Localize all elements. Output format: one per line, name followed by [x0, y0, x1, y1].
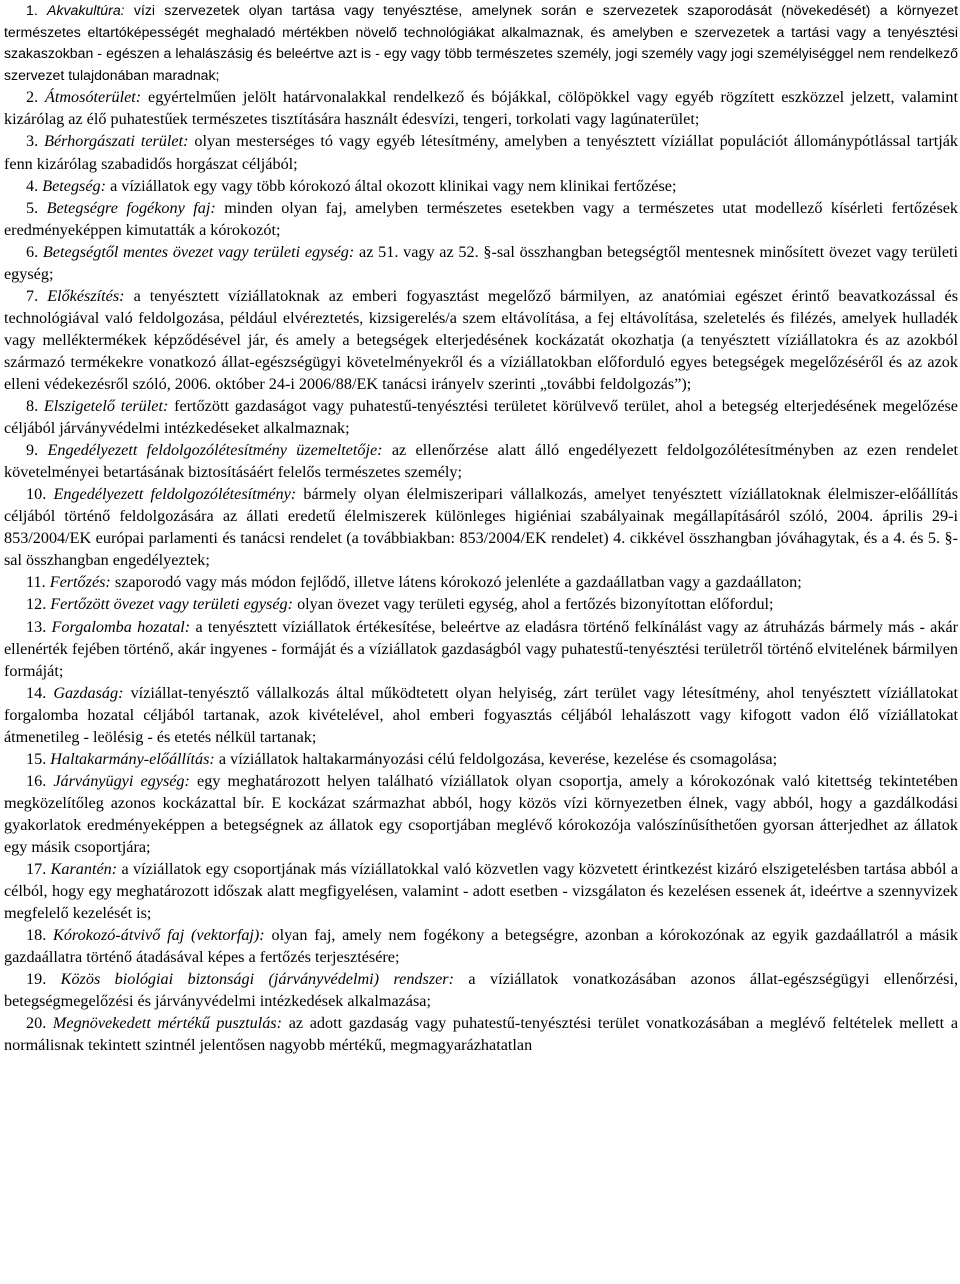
definition-1	[4, 0, 958, 86]
definition-text: fertőzött gazdaságot vagy puhatestű-tenyésztési területet körülvevő terület, ahol a betegség elterjedésének megelőzése céljából járványvédelmi intézkedéseket alkalmaznak;	[4, 397, 958, 438]
definition-term: Betegségre fogékony faj:	[46, 198, 216, 217]
definition-3	[4, 130, 958, 174]
definition-text: a tenyésztett víziállatok értékesítése, beleértve az eladásra történő felkínálást vagy az átruházás bármely más - akár ellenérték fejében történő, akár ingyenes - formáját és a víziállatok gazdaságból vagy puhatestű-tenyésztési területről történő elvitelének bármilyen formáját;	[4, 617, 958, 680]
definition-number: 4.	[26, 176, 39, 195]
definition-text: olyan övezet vagy területi egység, ahol a fertőzés bizonyítottan előfordul;	[297, 595, 774, 614]
definition-number: 20.	[26, 1014, 47, 1033]
definition-17	[4, 858, 958, 924]
definition-20	[4, 1012, 958, 1056]
definition-5	[4, 197, 958, 241]
definition-number: 5.	[26, 198, 39, 217]
definition-number: 1.	[26, 2, 38, 18]
definition-12	[4, 593, 958, 615]
definition-18	[4, 924, 958, 968]
definition-number: 18.	[26, 926, 47, 945]
definition-number: 6.	[26, 242, 39, 261]
definition-number: 10.	[26, 485, 47, 504]
definition-7	[4, 285, 958, 395]
definition-text: bármely olyan élelmiszeripari vállalkozás, amelyet tenyésztett víziállatoknak élelmiszer-előállítás céljából történő feldolgozására az állati eredetű élelmiszerek különleges higiéniai szabályainak megállapításáról szóló, 2004. április 29-i 853/2004/EK európai parlamenti és tanácsi rendelet (a továbbiakban: 853/2004/EK rendelet) 4. cikkével összhangban jóváhagytak, és a 4. és 5. §-sal összhangban engedélyeztek;	[4, 485, 958, 570]
definition-number: 9.	[26, 441, 39, 460]
document-page	[4, 0, 958, 1284]
definition-text: vízi szervezetek olyan tartása vagy tenyésztése, amelynek során e szervezetek szaporodását (növekedését) a környezet természetes eltartóképességét meghaladó mértékben növelő technológiákat alkalmaznak, és amelyben e szervezetek a tartási vagy a tenyésztési szakaszokban - egészen a lehalászásig és beleértve azt is - egy vagy több természetes személy, jogi személy vagy jogi személyiséggel nem rendelkező szervezet tulajdonában maradnak;	[4, 2, 958, 83]
definition-term: Járványügyi egység:	[53, 771, 190, 790]
definition-term: Betegség:	[42, 176, 107, 195]
definition-6	[4, 241, 958, 285]
definition-term: Karantén:	[50, 860, 118, 879]
definition-10	[4, 483, 958, 571]
definition-number: 15.	[26, 749, 47, 768]
definition-number: 11.	[26, 573, 46, 592]
definition-term: Akvakultúra:	[47, 2, 125, 18]
definition-13	[4, 616, 958, 682]
definition-number: 14.	[26, 683, 47, 702]
definition-term: Bérhorgászati terület:	[44, 132, 189, 151]
definition-term: Engedélyezett feldolgozólétesítmény:	[53, 485, 297, 504]
definition-number: 12.	[26, 595, 47, 614]
definition-term: Haltakarmány-előállítás:	[50, 749, 215, 768]
definition-term: Átmosóterület:	[44, 88, 142, 107]
definition-number: 3.	[26, 132, 39, 151]
definition-text: egyértelműen jelölt határvonalakkal rendelkező és bójákkal, cölöpökkel vagy egyéb rögzített eszközzel jelzett, valamint kizárólag az élő puhatestűek természetes tisztítására használt édesvízi, tengeri, torkolati vagy lagúnaterület;	[4, 88, 958, 129]
definition-term: Fertőzés:	[49, 573, 111, 592]
definition-term: Gazdaság:	[53, 683, 124, 702]
definition-number: 8.	[26, 397, 39, 416]
definition-text: a tenyésztett víziállatoknak az emberi fogyasztást megelőző bármilyen, az anatómiai egészet érintő beavatkozással és technológiával való feldolgozása, például elvéreztetés, kizsigerelés/a szem eltávolítása, a fej eltávolítása, szeletelés és filézés, amelyek hulladék vagy melléktermékek képződésével jár, és amely a betegségek elterjedésének kockázatát okozhatja (a tenyésztett víziállatokra és az azokból származó termékekre vonatkozó állat-egészségügyi követelményekről és a víziállatokban előforduló egyes betegségek megelőzéséről és az azok elleni védekezésről szóló, 2006. október 24-i 2006/88/EK tanácsi irányelv szerinti „további feldolgozás”);	[4, 286, 958, 393]
definition-text: a víziállatok egy csoportjának más víziállatokkal való közvetlen vagy közvetett érintkezést kizáró elszigetelésben tartása abból a célból, hogy egy meghatározott időszak alatt megfigyelésen, valamint - adott esetben - vizsgálaton és kezelésen essenek át, ideértve a szennyvizek megfelelő kezelését is;	[4, 860, 958, 923]
definition-14	[4, 682, 958, 748]
definition-term: Fertőzött övezet vagy területi egység:	[50, 595, 294, 614]
definition-number: 19.	[26, 970, 47, 989]
definition-text: víziállat-tenyésztő vállalkozás által működtetett olyan helyiség, zárt terület vagy létesítmény, ahol tenyésztett víziállatokat forgalomba hozatal céljából tartanak, azok kivételével, ahol emberi fogyasztás céljából lehalászott vagy kifogott vadon élő víziállatokat átmenetileg - leölésig - és etetés nélkül tartanak;	[4, 683, 958, 746]
definition-text: olyan faj, amely nem fogékony a betegségre, azonban a kórokozónak az egyik gazdaállatról a másik gazdaállatra történő átadásával képes a fertőzés terjesztésére;	[4, 926, 958, 967]
definition-term: Kórokozó-átvivő faj (vektorfaj):	[53, 926, 265, 945]
definition-number: 7.	[26, 286, 39, 305]
definition-2	[4, 86, 958, 130]
definition-term: Engedélyezett feldolgozólétesítmény üzemeltetője:	[47, 441, 383, 460]
definition-term: Forgalomba hozatal:	[51, 617, 191, 636]
definition-text: a víziállatok egy vagy több kórokozó által okozott klinikai vagy nem klinikai fertőzése;	[110, 176, 677, 195]
definition-number: 16.	[26, 771, 47, 790]
definition-number: 17.	[26, 860, 47, 879]
definition-text: az 51. vagy az 52. §-sal összhangban betegségtől mentesnek minősített övezet vagy területi egység;	[4, 242, 958, 283]
definition-19	[4, 968, 958, 1012]
definition-text: a víziállatok haltakarmányozási célú feldolgozása, keverése, kezelése és csomagolása;	[218, 749, 778, 768]
definition-text: a víziállatok vonatkozásában azonos állat-egészségügyi ellenőrzési, betegségmegelőzési és járványvédelmi intézkedések alkalmazása;	[4, 970, 958, 1011]
definition-text: az ellenőrzése alatt álló engedélyezett feldolgozólétesítményben az ezen rendelet követelményei betartásának biztosításáért felelős természetes személy;	[4, 441, 958, 482]
definition-text: az adott gazdaság vagy puhatestű-tenyésztési terület vonatkozásában a meglévő feltételek mellett a normálisnak tekintett szintnél jelentősen nagyobb mértékű, megmagyarázhatatlan	[4, 1014, 958, 1055]
definition-15	[4, 748, 958, 770]
definition-number: 2.	[26, 88, 39, 107]
definition-text: szaporodó vagy más módon fejlődő, illetve látens kórokozó jelenléte a gazdaállatban vagy a gazdaállaton;	[114, 573, 802, 592]
definition-text: minden olyan faj, amelyben természetes esetekben vagy a természetes utat modellező kísérleti fertőzések eredményeképpen kimutatták a kórokozót;	[4, 198, 958, 239]
definition-8	[4, 395, 958, 439]
definition-term: Közös biológiai biztonsági (járványvédelmi) rendszer:	[60, 970, 454, 989]
definition-16	[4, 770, 958, 858]
definition-term: Előkészítés:	[47, 286, 125, 305]
definition-9	[4, 439, 958, 483]
definition-number: 13.	[26, 617, 47, 636]
definition-11	[4, 571, 958, 593]
definition-term: Megnövekedett mértékű pusztulás:	[52, 1014, 283, 1033]
definition-4	[4, 175, 958, 197]
definition-term: Elszigetelő terület:	[43, 397, 169, 416]
definition-text: egy meghatározott helyen található víziállatok olyan csoportja, amely a kórokozónak való kitettség tekintetében megközelítőleg azonos kockázattal bír. E kockázat származhat abból, hogy közös vízi környezetben élnek, vagy abból, hogy a gazdálkodási gyakorlatok eredményeképpen a betegségnek az állatok egy csoportjában meglévő kórokozója valószínűsíthetően gyorsan átterjedhet az állatok egy másik csoportjára;	[4, 771, 958, 856]
definition-text: olyan mesterséges tó vagy egyéb létesítmény, amelyben a tenyésztett víziállat populációt állománypótlással tartják fenn kizárólag szabadidős horgászat céljából;	[4, 132, 958, 173]
definition-term: Betegségtől mentes övezet vagy területi egység:	[42, 242, 355, 261]
